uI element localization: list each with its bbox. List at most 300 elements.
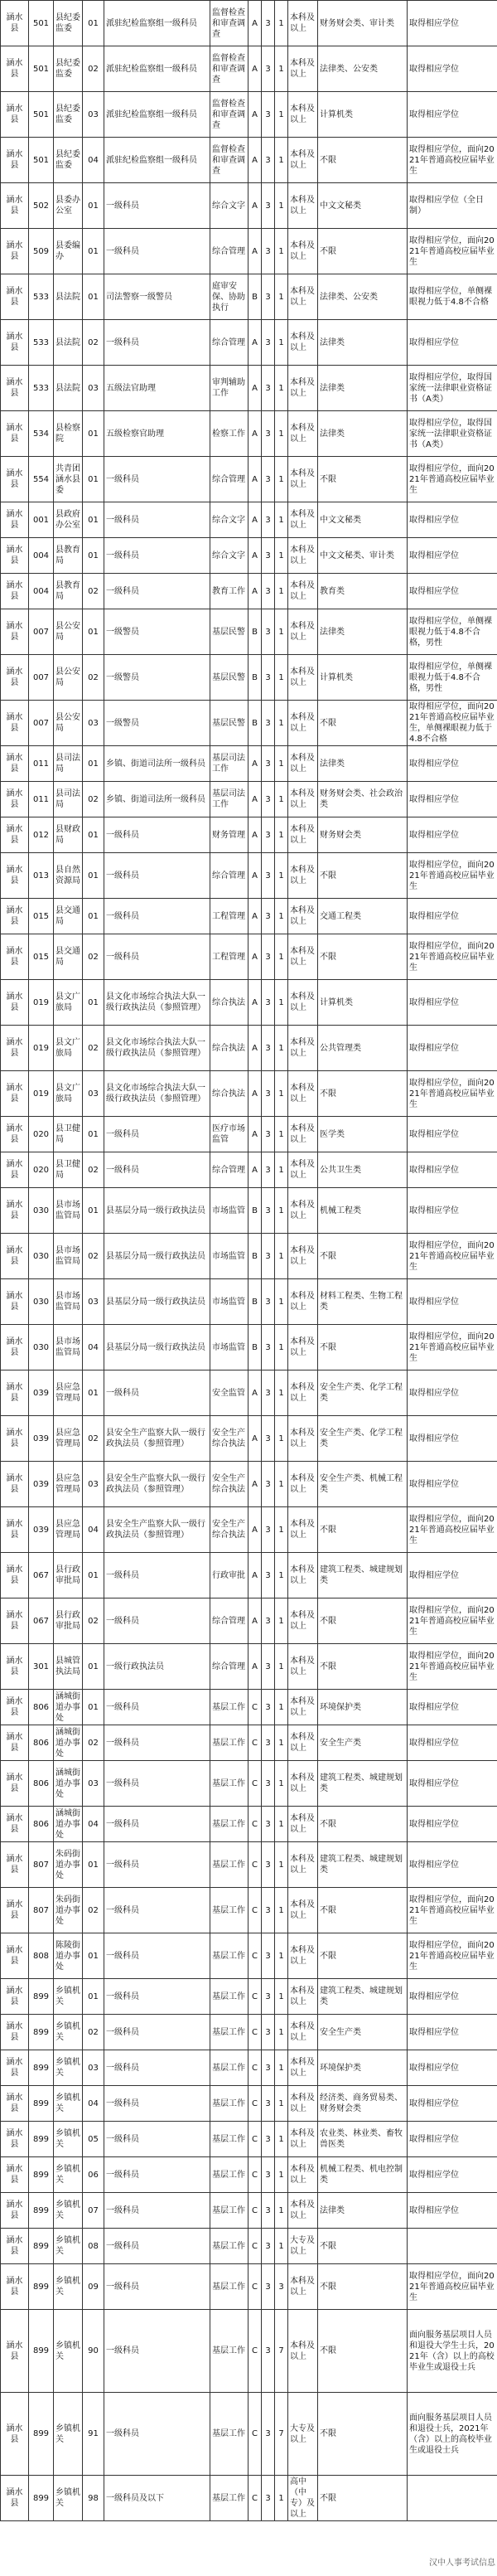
- major-cell: 公共管理类: [318, 1026, 408, 1071]
- category-cell: A: [248, 138, 262, 183]
- county-cell: 涵水县: [1, 899, 29, 934]
- dept-cell: 共青团涵水县委: [54, 457, 83, 502]
- exam-cell: 3: [262, 229, 275, 274]
- position-cell: 一级科员: [104, 2193, 210, 2229]
- position-cell: 县文化市场综合执法大队一级行政执法员（参照管理）: [104, 1026, 210, 1071]
- requirement-cell: 取得相应学位，面向2021年普通高校应届毕业生: [408, 1933, 497, 1979]
- exam-cell: 3: [262, 1188, 275, 1234]
- exam-cell: 3: [262, 1933, 275, 1979]
- position-cell: 一级科员: [104, 1807, 210, 1842]
- table-row: [1, 2086, 497, 2122]
- duty-cell: 工程管理: [210, 899, 248, 934]
- exam-cell: 3: [262, 2050, 275, 2086]
- duty-cell: 工程管理: [210, 934, 248, 980]
- county-cell: 涵水县: [1, 655, 29, 701]
- exam-cell: 3: [262, 1553, 275, 1598]
- position-cell: 一级科员: [104, 1370, 210, 1416]
- requirement-cell: 取得相应学位: [408, 817, 497, 853]
- position-cell: 一级科员: [104, 1933, 210, 1979]
- category-cell: C: [248, 1690, 262, 1725]
- county-cell: 涵水县: [1, 1325, 29, 1370]
- category-cell: C: [248, 2264, 262, 2310]
- category-cell: A: [248, 229, 262, 274]
- table-row: [1, 1234, 497, 1279]
- table-body: [1, 1, 497, 2521]
- dept-cell: 县公安局: [54, 609, 83, 655]
- position-cell: 一级科员: [104, 1888, 210, 1933]
- duty-cell: 综合管理: [210, 1644, 248, 1690]
- major-cell: 不限: [318, 1507, 408, 1553]
- pos-code-cell: 02: [83, 1152, 104, 1188]
- dept-code-cell: 899: [29, 2050, 54, 2086]
- major-cell: 不限: [318, 1234, 408, 1279]
- county-cell: 涵水县: [1, 183, 29, 229]
- education-cell: 本科及以上: [288, 899, 318, 934]
- pos-code-cell: 09: [83, 2264, 104, 2310]
- count-cell: 1: [275, 46, 288, 92]
- table-row: [1, 817, 497, 853]
- dept-code-cell: 899: [29, 2229, 54, 2264]
- pos-code-cell: 04: [83, 1325, 104, 1370]
- pos-code-cell: 01: [83, 1117, 104, 1152]
- position-cell: 一级科员: [104, 574, 210, 609]
- duty-cell: 安全生产综合执法: [210, 1416, 248, 1462]
- exam-cell: 3: [262, 1644, 275, 1690]
- dept-code-cell: 554: [29, 457, 54, 502]
- category-cell: A: [248, 853, 262, 899]
- category-cell: A: [248, 1553, 262, 1598]
- dept-code-cell: 067: [29, 1598, 54, 1644]
- dept-cell: 县文广旅局: [54, 980, 83, 1026]
- count-cell: 1: [275, 1507, 288, 1553]
- dept-code-cell: 030: [29, 1188, 54, 1234]
- requirement-cell: 取得相应学位: [408, 2050, 497, 2086]
- position-cell: 乡镇、街道司法所一级科员: [104, 746, 210, 782]
- duty-cell: 监督检查和审查调查: [210, 92, 248, 138]
- county-cell: 涵水县: [1, 1725, 29, 1761]
- table-row: [1, 1807, 497, 1842]
- category-cell: A: [248, 320, 262, 366]
- dept-code-cell: 501: [29, 92, 54, 138]
- requirement-cell: 取得相应学位，面向2021年普通高校应届毕业生: [408, 1234, 497, 1279]
- dept-cell: 县财政局: [54, 817, 83, 853]
- requirement-cell: 取得相应学位: [408, 1152, 497, 1188]
- county-cell: 涵水县: [1, 782, 29, 817]
- major-cell: 建筑工程类、城建规划类: [318, 1553, 408, 1598]
- county-cell: 涵水县: [1, 1188, 29, 1234]
- count-cell: 1: [275, 1370, 288, 1416]
- pos-code-cell: 03: [83, 1462, 104, 1507]
- pos-code-cell: 01: [83, 609, 104, 655]
- county-cell: 涵水县: [1, 274, 29, 320]
- county-cell: 涵水县: [1, 1807, 29, 1842]
- county-cell: 涵水县: [1, 1234, 29, 1279]
- table-row: [1, 1117, 497, 1152]
- duty-cell: 基层工作: [210, 2086, 248, 2122]
- duty-cell: 基层工作: [210, 2122, 248, 2157]
- table-row: [1, 274, 497, 320]
- count-cell: 1: [275, 1725, 288, 1761]
- category-cell: C: [248, 2310, 262, 2393]
- dept-cell: 县法院: [54, 274, 83, 320]
- position-cell: 一级科员: [104, 1842, 210, 1888]
- exam-cell: 3: [262, 1416, 275, 1462]
- county-cell: 涵水县: [1, 229, 29, 274]
- education-cell: 本科及以上: [288, 934, 318, 980]
- requirement-cell: 取得相应学位，面向2021年普通高校应届毕业生: [408, 229, 497, 274]
- dept-code-cell: 030: [29, 1279, 54, 1325]
- education-cell: 本科及以上: [288, 1370, 318, 1416]
- exam-cell: 3: [262, 934, 275, 980]
- category-cell: B: [248, 1234, 262, 1279]
- table-row: [1, 934, 497, 980]
- category-cell: C: [248, 1761, 262, 1807]
- requirement-cell: 取得相应学位: [408, 1188, 497, 1234]
- table-row: [1, 2193, 497, 2229]
- pos-code-cell: 03: [83, 92, 104, 138]
- pos-code-cell: 98: [83, 2476, 104, 2521]
- count-cell: 1: [275, 1188, 288, 1234]
- education-cell: 本科及以上: [288, 1325, 318, 1370]
- exam-cell: 3: [262, 980, 275, 1026]
- exam-cell: 3: [262, 1279, 275, 1325]
- duty-cell: 基层工作: [210, 2393, 248, 2476]
- duty-cell: 市场监管: [210, 1325, 248, 1370]
- requirement-cell: 取得相应学位，面向2021年普通高校应届毕业生: [408, 1888, 497, 1933]
- pos-code-cell: 01: [83, 229, 104, 274]
- position-cell: 一级科员: [104, 1152, 210, 1188]
- duty-cell: 庭审安保、协助执行: [210, 274, 248, 320]
- county-cell: 涵水县: [1, 1370, 29, 1416]
- pos-code-cell: 02: [83, 655, 104, 701]
- requirement-cell: 取得相应学位: [408, 2086, 497, 2122]
- category-cell: A: [248, 1416, 262, 1462]
- duty-cell: 基层民警: [210, 655, 248, 701]
- exam-cell: 3: [262, 366, 275, 411]
- category-cell: C: [248, 2476, 262, 2521]
- major-cell: 不限: [318, 1888, 408, 1933]
- table-row: [1, 1416, 497, 1462]
- category-cell: B: [248, 1325, 262, 1370]
- pos-code-cell: 01: [83, 457, 104, 502]
- pos-code-cell: 07: [83, 2193, 104, 2229]
- duty-cell: 医疗市场监管: [210, 1117, 248, 1152]
- table-row: [1, 457, 497, 502]
- table-row: [1, 655, 497, 701]
- category-cell: C: [248, 2193, 262, 2229]
- exam-cell: 3: [262, 1507, 275, 1553]
- major-cell: 不限: [318, 1325, 408, 1370]
- requirement-cell: 取得相应学位: [408, 1416, 497, 1462]
- count-cell: 7: [275, 2393, 288, 2476]
- count-cell: 1: [275, 2229, 288, 2264]
- dept-code-cell: 039: [29, 1416, 54, 1462]
- requirement-cell: 取得相应学位: [408, 1761, 497, 1807]
- requirement-cell: 取得相应学位: [408, 1842, 497, 1888]
- major-cell: 不限: [318, 2264, 408, 2310]
- dept-cell: 乡镇机关: [54, 2393, 83, 2476]
- major-cell: 环境保护类: [318, 1690, 408, 1725]
- dept-code-cell: 899: [29, 2264, 54, 2310]
- count-cell: 1: [275, 2050, 288, 2086]
- count-cell: 1: [275, 229, 288, 274]
- county-cell: 涵水县: [1, 934, 29, 980]
- category-cell: A: [248, 1026, 262, 1071]
- category-cell: A: [248, 574, 262, 609]
- dept-code-cell: 067: [29, 1553, 54, 1598]
- dept-code-cell: 013: [29, 853, 54, 899]
- position-cell: 一级科员: [104, 2157, 210, 2193]
- dept-code-cell: 509: [29, 229, 54, 274]
- exam-cell: 3: [262, 183, 275, 229]
- requirement-cell: 取得相应学位，面向2021年普通高校应届毕业生: [408, 1507, 497, 1553]
- education-cell: 本科及以上: [288, 1553, 318, 1598]
- duty-cell: 基层工作: [210, 1761, 248, 1807]
- duty-cell: 市场监管: [210, 1188, 248, 1234]
- position-cell: 一级科员: [104, 457, 210, 502]
- position-cell: 一级科员: [104, 1117, 210, 1152]
- education-cell: 大专及以上: [288, 2229, 318, 2264]
- dept-code-cell: 806: [29, 1807, 54, 1842]
- category-cell: A: [248, 183, 262, 229]
- position-cell: 派驻纪检监察组一级科员: [104, 1, 210, 46]
- position-cell: 一级科员: [104, 1598, 210, 1644]
- dept-code-cell: 039: [29, 1507, 54, 1553]
- pos-code-cell: 02: [83, 1888, 104, 1933]
- duty-cell: 检察工作: [210, 411, 248, 457]
- count-cell: 3: [275, 2264, 288, 2310]
- dept-cell: 县应急管理局: [54, 1370, 83, 1416]
- education-cell: 本科及以上: [288, 1026, 318, 1071]
- category-cell: B: [248, 1188, 262, 1234]
- pos-code-cell: 06: [83, 2157, 104, 2193]
- category-cell: C: [248, 2015, 262, 2050]
- major-cell: 法律类: [318, 366, 408, 411]
- education-cell: 本科及以上: [288, 1598, 318, 1644]
- duty-cell: 监督检查和审查调查: [210, 138, 248, 183]
- dept-code-cell: 807: [29, 1888, 54, 1933]
- dept-code-cell: 011: [29, 782, 54, 817]
- category-cell: B: [248, 1279, 262, 1325]
- category-cell: A: [248, 502, 262, 538]
- county-cell: 涵水县: [1, 46, 29, 92]
- education-cell: 本科及以上: [288, 1416, 318, 1462]
- pos-code-cell: 02: [83, 1416, 104, 1462]
- dept-code-cell: 534: [29, 411, 54, 457]
- education-cell: 本科及以上: [288, 1152, 318, 1188]
- duty-cell: 综合文字: [210, 183, 248, 229]
- major-cell: 法律类、公安类: [318, 46, 408, 92]
- exam-cell: 3: [262, 92, 275, 138]
- county-cell: 涵水县: [1, 1979, 29, 2015]
- position-cell: 一级科员: [104, 853, 210, 899]
- table-row: [1, 2050, 497, 2086]
- exam-cell: 3: [262, 2393, 275, 2476]
- county-cell: 涵水县: [1, 1598, 29, 1644]
- education-cell: 本科及以上: [288, 2122, 318, 2157]
- major-cell: 法律类: [318, 746, 408, 782]
- exam-cell: 3: [262, 1026, 275, 1071]
- dept-code-cell: 030: [29, 1325, 54, 1370]
- dept-code-cell: 001: [29, 502, 54, 538]
- dept-cell: 县行政审批局: [54, 1598, 83, 1644]
- exam-cell: 3: [262, 1842, 275, 1888]
- requirement-cell: 取得相应学位，面向2021年普通高校应届毕业生: [408, 457, 497, 502]
- major-cell: 不限: [318, 2393, 408, 2476]
- pos-code-cell: 01: [83, 899, 104, 934]
- dept-cell: 乡镇机关: [54, 2476, 83, 2521]
- pos-code-cell: 01: [83, 746, 104, 782]
- count-cell: 1: [275, 746, 288, 782]
- position-cell: 一级警员: [104, 609, 210, 655]
- requirement-cell: 取得相应学位: [408, 538, 497, 574]
- position-cell: 一级行政执法员: [104, 1644, 210, 1690]
- county-cell: 涵水县: [1, 320, 29, 366]
- pos-code-cell: 01: [83, 1979, 104, 2015]
- dept-code-cell: 019: [29, 1071, 54, 1117]
- dept-code-cell: 301: [29, 1644, 54, 1690]
- category-cell: A: [248, 1, 262, 46]
- count-cell: 1: [275, 1553, 288, 1598]
- count-cell: 1: [275, 1234, 288, 1279]
- position-cell: 县基层分局一级行政执法员: [104, 1234, 210, 1279]
- dept-cell: 县市场监管局: [54, 1188, 83, 1234]
- position-cell: 一级科员: [104, 1690, 210, 1725]
- category-cell: A: [248, 1370, 262, 1416]
- county-cell: 涵水县: [1, 538, 29, 574]
- category-cell: B: [248, 701, 262, 746]
- category-cell: A: [248, 817, 262, 853]
- category-cell: C: [248, 1807, 262, 1842]
- county-cell: 涵水县: [1, 411, 29, 457]
- education-cell: 本科及以上: [288, 701, 318, 746]
- count-cell: 1: [275, 934, 288, 980]
- exam-cell: 3: [262, 2310, 275, 2393]
- education-cell: 本科及以上: [288, 655, 318, 701]
- dept-cell: 县应急管理局: [54, 1507, 83, 1553]
- count-cell: 1: [275, 1598, 288, 1644]
- table-row: [1, 2122, 497, 2157]
- pos-code-cell: 01: [83, 1370, 104, 1416]
- count-cell: 1: [275, 2086, 288, 2122]
- dept-code-cell: 019: [29, 980, 54, 1026]
- county-cell: 涵水县: [1, 366, 29, 411]
- table-row: [1, 183, 497, 229]
- dept-cell: 乡镇机关: [54, 2310, 83, 2393]
- county-cell: 涵水县: [1, 1416, 29, 1462]
- major-cell: 不限: [318, 1933, 408, 1979]
- position-cell: 县文化市场综合执法大队一级行政执法员（参照管理）: [104, 980, 210, 1026]
- dept-code-cell: 007: [29, 609, 54, 655]
- county-cell: 涵水县: [1, 2157, 29, 2193]
- count-cell: 1: [275, 655, 288, 701]
- dept-cell: 县委办公室: [54, 183, 83, 229]
- table-row: [1, 701, 497, 746]
- education-cell: 本科及以上: [288, 92, 318, 138]
- education-cell: 本科及以上: [288, 1888, 318, 1933]
- education-cell: 大专及以上: [288, 2393, 318, 2476]
- dept-code-cell: 030: [29, 1234, 54, 1279]
- duty-cell: 基层工作: [210, 2229, 248, 2264]
- dept-code-cell: 899: [29, 2086, 54, 2122]
- table-row: [1, 853, 497, 899]
- pos-code-cell: 04: [83, 2086, 104, 2122]
- pos-code-cell: 04: [83, 138, 104, 183]
- county-cell: 涵水县: [1, 2310, 29, 2393]
- category-cell: C: [248, 2393, 262, 2476]
- count-cell: 1: [275, 1071, 288, 1117]
- table-row: [1, 1888, 497, 1933]
- table-row: [1, 899, 497, 934]
- count-cell: 1: [275, 1325, 288, 1370]
- exam-cell: 3: [262, 1690, 275, 1725]
- education-cell: 本科及以上: [288, 853, 318, 899]
- count-cell: 1: [275, 782, 288, 817]
- major-cell: 环境保护类: [318, 2050, 408, 2086]
- education-cell: 本科及以上: [288, 1507, 318, 1553]
- position-cell: 县安全生产监察大队一级行政执法员（参照管理）: [104, 1462, 210, 1507]
- dept-cell: 县应急管理局: [54, 1462, 83, 1507]
- pos-code-cell: 01: [83, 1188, 104, 1234]
- category-cell: A: [248, 980, 262, 1026]
- education-cell: 本科及以上: [288, 2264, 318, 2310]
- duty-cell: 财务管理: [210, 817, 248, 853]
- table-row: [1, 1553, 497, 1598]
- position-cell: 一级科员: [104, 2264, 210, 2310]
- education-cell: 本科及以上: [288, 817, 318, 853]
- education-cell: 本科及以上: [288, 574, 318, 609]
- education-cell: 本科及以上: [288, 1690, 318, 1725]
- major-cell: 不限: [318, 934, 408, 980]
- duty-cell: 基层工作: [210, 1979, 248, 2015]
- education-cell: 本科及以上: [288, 1933, 318, 1979]
- count-cell: 1: [275, 366, 288, 411]
- education-cell: 本科及以上: [288, 2157, 318, 2193]
- pos-code-cell: 01: [83, 1, 104, 46]
- major-cell: 安全生产类、机械工程类: [318, 1462, 408, 1507]
- exam-cell: 3: [262, 1979, 275, 2015]
- requirement-cell: 取得相应学位: [408, 2193, 497, 2229]
- education-cell: 本科及以上: [288, 2050, 318, 2086]
- requirement-cell: 取得相应学位: [408, 2122, 497, 2157]
- position-cell: 一级科员: [104, 2122, 210, 2157]
- county-cell: 涵水县: [1, 1026, 29, 1071]
- table-row: [1, 574, 497, 609]
- requirement-cell: 取得相应学位: [408, 502, 497, 538]
- category-cell: B: [248, 609, 262, 655]
- county-cell: 涵水县: [1, 701, 29, 746]
- county-cell: 涵水县: [1, 1842, 29, 1888]
- category-cell: C: [248, 1933, 262, 1979]
- exam-cell: 3: [262, 46, 275, 92]
- exam-cell: 3: [262, 1325, 275, 1370]
- dept-code-cell: 533: [29, 274, 54, 320]
- dept-cell: 乡镇机关: [54, 2086, 83, 2122]
- table-row: [1, 1690, 497, 1725]
- count-cell: 1: [275, 899, 288, 934]
- dept-code-cell: 007: [29, 655, 54, 701]
- dept-cell: 县纪委监委: [54, 46, 83, 92]
- duty-cell: 综合文字: [210, 502, 248, 538]
- education-cell: 本科及以上: [288, 1979, 318, 2015]
- table-row: [1, 1325, 497, 1370]
- major-cell: 安全生产类、化学工程类: [318, 1370, 408, 1416]
- count-cell: 1: [275, 1933, 288, 1979]
- count-cell: 1: [275, 2193, 288, 2229]
- pos-code-cell: 04: [83, 1807, 104, 1842]
- dept-cell: 乡镇机关: [54, 2050, 83, 2086]
- pos-code-cell: 01: [83, 538, 104, 574]
